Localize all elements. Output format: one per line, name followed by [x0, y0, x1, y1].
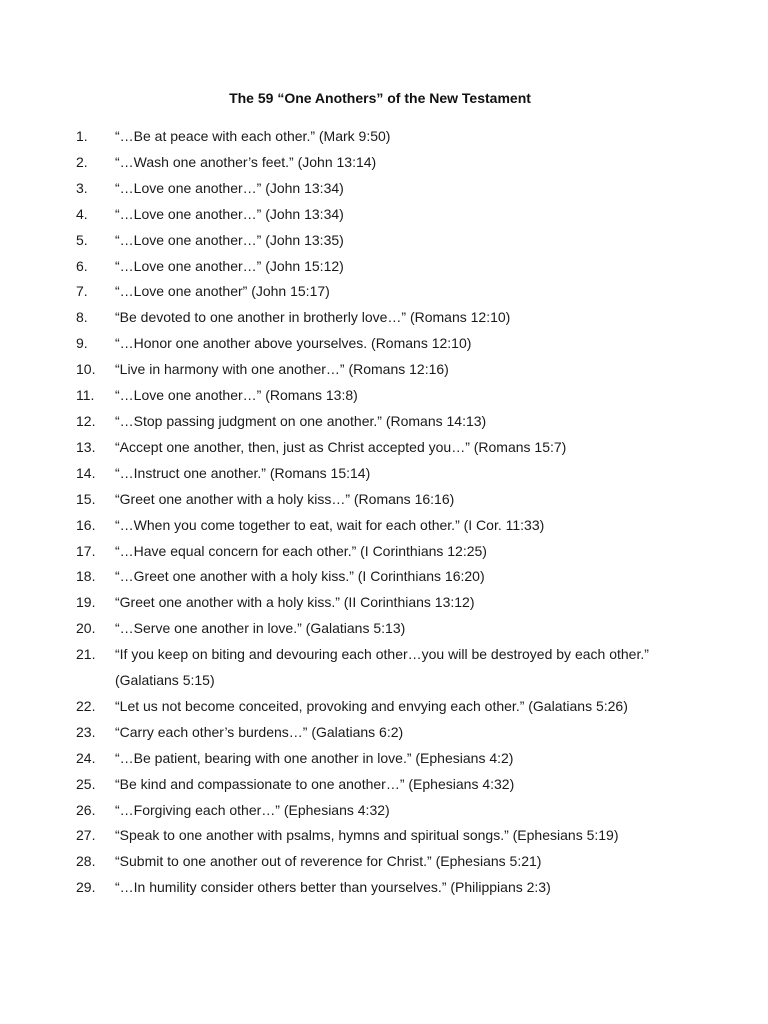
verse-list [0, 124, 715, 901]
list-item [0, 202, 715, 228]
list-item-number: 24. [76, 749, 96, 766]
list-item-number: 13. [76, 438, 96, 455]
list-item-text: “…Greet one another with a holy kiss.” (I Corinthians 16:20) [115, 568, 485, 585]
list-item-number: 18. [76, 568, 96, 585]
list-item-text: “…Love one another…” (Romans 13:8) [115, 387, 358, 404]
list-item-text: “…Wash one another’s feet.” (John 13:14) [115, 153, 377, 170]
list-item-text: “…Be patient, bearing with one another in love.” (Ephesians 4:2) [115, 749, 514, 766]
list-item-text: “Submit to one another out of reverence for Christ.” (Ephesians 5:21) [115, 853, 542, 870]
list-item-text: “Be devoted to one another in brotherly love…” (Romans 12:10) [115, 309, 511, 326]
list-item-number: 15. [76, 490, 96, 507]
list-item-text: “Live in harmony with one another…” (Romans 12:16) [115, 361, 449, 378]
list-item-text: “…Love one another…” (John 13:35) [115, 231, 344, 248]
document-title: The 59 “One Anothers” of the New Testament [229, 90, 531, 106]
list-item-text: “Accept one another, then, just as Christ accepted you…” (Romans 15:7) [115, 438, 567, 455]
list-item-text: “…Stop passing judgment on one another.” (Romans 14:13) [115, 412, 487, 429]
list-item-text: “Carry each other’s burdens…” (Galatians 6:2) [115, 723, 404, 740]
list-item-number: 19. [76, 594, 96, 611]
list-item [0, 124, 715, 150]
list-item-number: 8. [76, 309, 88, 326]
list-item-number: 20. [76, 620, 96, 637]
list-item-text: “Greet one another with a holy kiss…” (Romans 16:16) [115, 490, 455, 507]
list-item-number: 10. [76, 361, 96, 378]
list-item [0, 487, 715, 513]
list-item-number: 22. [76, 697, 96, 714]
list-item-number: 21. [76, 646, 96, 663]
list-item-number: 26. [76, 801, 96, 818]
list-item-text: “Speak to one another with psalms, hymns and spiritual songs.” (Ephesians 5:19) [115, 827, 619, 844]
list-item-number: 14. [76, 464, 96, 481]
list-item [0, 357, 715, 383]
list-item-number: 7. [76, 283, 88, 300]
list-item-number: 16. [76, 516, 96, 533]
list-item [0, 461, 715, 487]
list-item [0, 150, 715, 176]
list-item [0, 279, 715, 305]
list-item-number: 2. [76, 153, 88, 170]
list-item-number: 17. [76, 542, 96, 559]
list-item-text: “…Honor one another above yourselves. (Romans 12:10) [115, 335, 472, 352]
list-item [0, 176, 715, 202]
list-item [0, 875, 715, 901]
list-item-number: 4. [76, 205, 88, 222]
list-item-text: “Let us not become conceited, provoking and envying each other.” (Galatians 5:26) [115, 697, 628, 714]
list-item [0, 539, 715, 565]
list-item-text: “…Love one another” (John 15:17) [115, 283, 330, 300]
list-item-number: 28. [76, 853, 96, 870]
list-item [0, 746, 715, 772]
list-item [0, 383, 715, 409]
list-item [0, 590, 715, 616]
list-item [0, 564, 715, 590]
list-item [0, 772, 715, 798]
list-item-text: “…Instruct one another.” (Romans 15:14) [115, 464, 371, 481]
list-item [0, 823, 715, 849]
list-item-text: “Greet one another with a holy kiss.” (II Corinthians 13:12) [115, 594, 475, 611]
list-item [0, 694, 715, 720]
list-item [0, 331, 715, 357]
list-item-number: 27. [76, 827, 96, 844]
list-item [0, 642, 715, 694]
list-item-text: “…Forgiving each other…” (Ephesians 4:32) [115, 801, 390, 818]
list-item-number: 29. [76, 879, 96, 896]
list-item-text: “…Love one another…” (John 15:12) [115, 257, 344, 274]
list-item [0, 305, 715, 331]
list-item-number: 1. [76, 128, 88, 144]
list-item-number: 6. [76, 257, 88, 274]
list-item-text: “…In humility consider others better than yourselves.” (Philippians 2:3) [115, 879, 551, 896]
list-item [0, 254, 715, 280]
list-item [0, 513, 715, 539]
list-item-number: 11. [76, 387, 95, 404]
list-item-number: 25. [76, 775, 96, 792]
list-item [0, 849, 715, 875]
list-item [0, 228, 715, 254]
list-item [0, 435, 715, 461]
list-item-text: “…Be at peace with each other.” (Mark 9:50) [115, 128, 391, 144]
list-item-text: “…Have equal concern for each other.” (I Corinthians 12:25) [115, 542, 487, 559]
list-item-number: 5. [76, 231, 88, 248]
list-item-number: 9. [76, 335, 88, 352]
list-item-text: “…Love one another…” (John 13:34) [115, 205, 344, 222]
list-item-number: 12. [76, 412, 96, 429]
list-item-text: “If you keep on biting and devouring each other…you will be destroyed by each other.” (Galatians 5:15) [115, 646, 649, 689]
list-item-number: 3. [76, 179, 88, 196]
list-item [0, 616, 715, 642]
list-item-text: “…When you come together to eat, wait for each other.” (I Cor. 11:33) [115, 516, 545, 533]
list-item-text: “…Love one another…” (John 13:34) [115, 179, 344, 196]
list-item [0, 720, 715, 746]
list-item-number: 23. [76, 723, 96, 740]
list-item [0, 798, 715, 824]
list-item-text: “Be kind and compassionate to one another…” (Ephesians 4:32) [115, 775, 515, 792]
list-item [0, 409, 715, 435]
list-item-text: “…Serve one another in love.” (Galatians 5:13) [115, 620, 406, 637]
